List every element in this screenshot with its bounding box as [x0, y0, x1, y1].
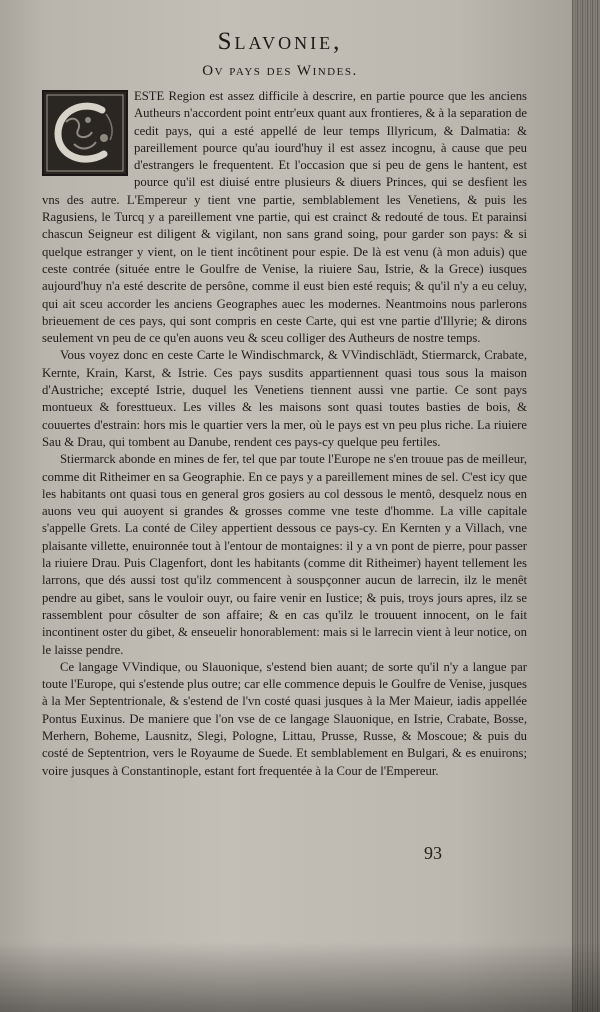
body-text: [42, 88, 527, 780]
paragraph-4: Ce langage VVindique, ou Slauonique, s'estend bien auant; de sorte qu'il n'y a langue par toute l'Europe, qui s'estende plus outre; car elle commence depuis le Goulfre de Venise, jusques à la Mer Septentrionale, & s'estend de l'vn costé quasi jusques à la Mer Maieur, iadis appellée Pontus Euxinus. De maniere que l'on vse de ce langage Slauonique, en Istrie, Crabate, Bosse, Merhern, Boheme, Lausnitz, Slegi, Pologne, Littau, Prusse, Russe, & Moscoue; & puis du costé de Septentrion, vers le Royaume de Suede. Et semblablement en Bulgari, & es enuirons; voire jusques à Constantinople, estant fort frequentée à la Cour de l'Empereur.: [42, 659, 527, 778]
page-edge: [572, 0, 600, 1012]
paragraph-2: Vous voyez donc en ceste Carte le Windischmarck, & VVindischlädt, Stiermarck, Crabate, Kernte, Krain, Karst, & Istrie. Ces pays susdits appartiennent quasi tous sous la maison d'Austriche; excepté Istrie, duquel les Venetiens tiennent aussi vne partie. Ce sont pays montueux & foresttueux. Les villes & les maisons sont quasi toutes basties de bois, & couuertes d'estrain: hors mis le quartier vers la mer, où le pays est vn peu plus riche. La riuiere Sau & Drau, qui tombent au Danube, rendent ces pays-cy quelque peu fertiles.: [42, 348, 527, 449]
page-number: 93: [424, 843, 442, 863]
paragraph-3: Stiermarck abonde en mines de fer, tel que par toute l'Europe ne s'en trouue pas de meilleur, comme dit Ritheimer en sa Geographie. En ce pays y a pareillement mines de sel. C'est icy que les habitants ont quasi tous en general gros gosiers au col dessous le mentô, desquelz nous en auons veu qui auoyent si grandes & grosses comme vne teste d'homme. La ville capitale s'appelle Grets. La conté de Ciley appertient dessous ce pays-cy. En Kernten y a Villach, vne plaisante villette, enuironnée tout à l'entour de montaignes: il y a vn pont de pierre, pour passer la riuiere Drau. Puis Clagenfort, dont les habitants (comme dit Ritheimer) hayent tellement les larrons, que dés aussi tost qu'ilz commencent à souspçonner aucun de larrecin, ilz le menêt pendre au gibet, sans le vouloir ouyr, ou faire venir en Iustice; & puis, troys jours apres, ilz se rassemblent pour côsulter de son affaire; & en cas qu'ilz le trouuent innocent, on le fait incontinent oster du gibet, & enseuelir honorablement: mais si le larrecin vient à leur notice, on le laisse pendre.: [42, 452, 527, 657]
decorated-initial-c-icon: [42, 90, 128, 176]
page-shadow: [0, 942, 600, 1012]
page-subtitle: Ov pays des Windes.: [202, 63, 358, 79]
paragraph-1: ESTE Region est assez difficile à descrire, en partie pource que les anciens Autheurs n'accordent point entr'eux quant aux frontieres, & à la separation de cedit pays, qui a esté appellé de leur temps Illyricum, & Dalmatia: & pareillement pource qu'au iourd'huy il est assez incognu, à cause que peu d'estrangers le frequentent. Et l'occasion que si peu de gens le hantent, est pource qu'il est diuisé entre plusieurs & diuers Princes, qui se desfient les vns des autre. L'Empereur y tient vne partie, semblablement les Venetiens, & puis les Ragusiens, le Turcq y a pareillement vne partie, qui est crainct & redouté de tous. Et parainsi chascun Seigneur est diligent & vigilant, non sans grand soing, pour garder son pays: & si quelque estranger y vient, on le tient incôtinent pour espie. De là est venu (à mon aduis) que ceste contrée (située entre le Goulfre de Venise, la riuiere Sau, Istrie, & la Grece) iusques aujourd'huy n'a esté descrite de persône, comme il eust bien esté requis; & qu'il n'y a eu celuy, qui ait sceu accorder les anciens Geographes auec les modernes. Neantmoins nous parlerons brieuement de ces pays, qui sont compris en ceste Carte, qui est vne partie d'Illyrie; & dirons seulement vn peu de ce qu'en auons veu & sceu colliger des Autheurs de nostre temps.: [42, 89, 527, 346]
page-title: Slavonie,: [217, 28, 343, 55]
